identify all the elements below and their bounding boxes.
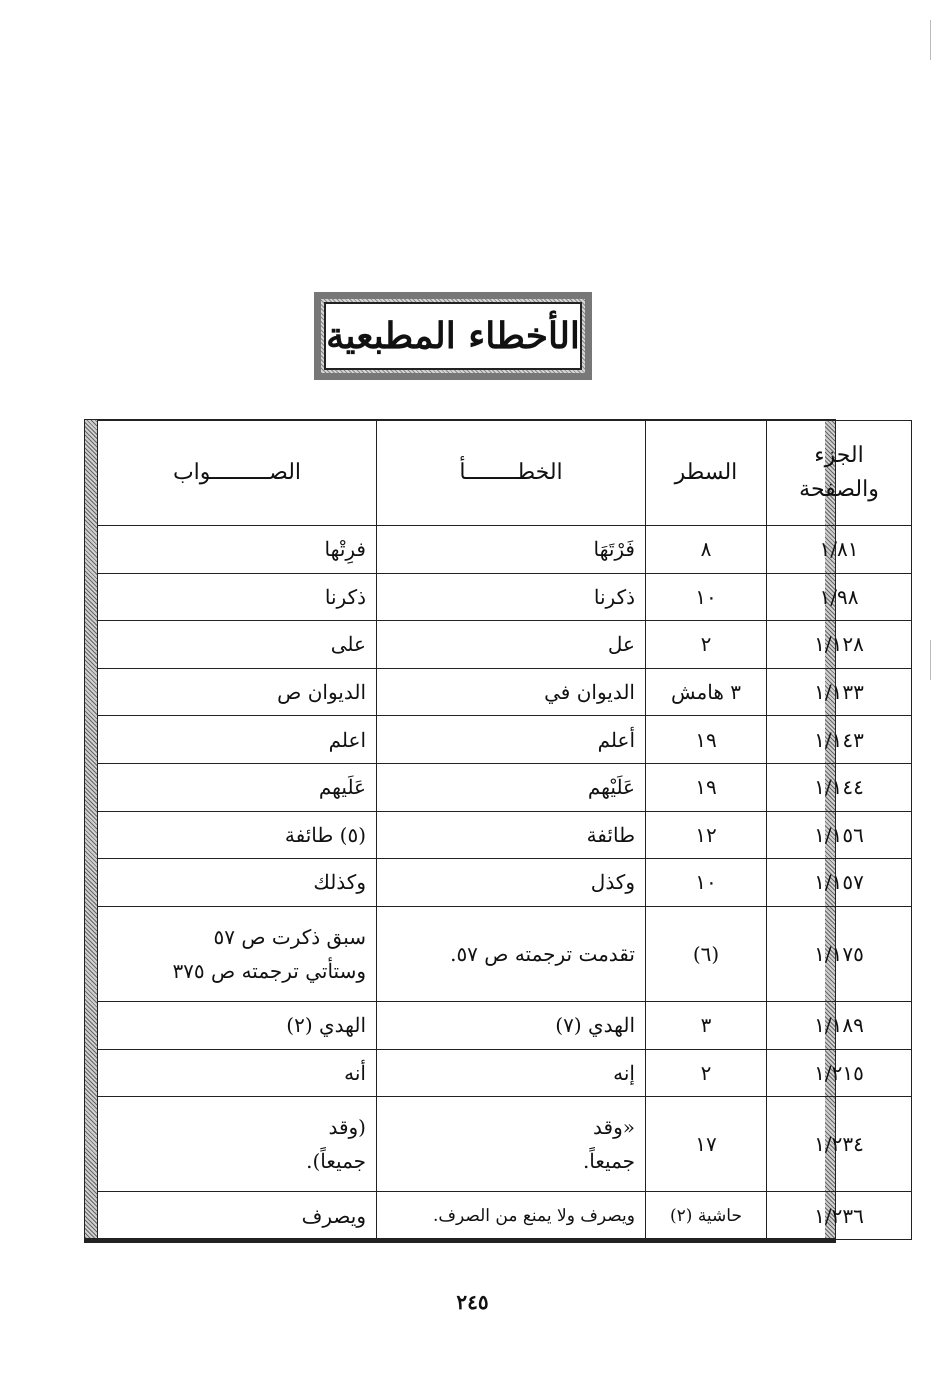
errata-table xyxy=(97,420,912,1240)
errata-table-frame xyxy=(84,419,879,1243)
cell-line: ٨ xyxy=(646,526,767,574)
cell-line: ٢ xyxy=(646,1049,767,1097)
table-row xyxy=(98,621,912,669)
page-title: الأخطاء المطبعية xyxy=(326,315,580,357)
header-error: الخطــــــــأ xyxy=(377,421,646,526)
cell-correct-line1: (وقد xyxy=(328,1115,366,1140)
title-inner-frame xyxy=(324,302,582,370)
cell-line: ٣ xyxy=(646,1001,767,1049)
cell-page: ١/١٧٥ xyxy=(767,906,912,1001)
cell-error: الهدي (٧) xyxy=(377,1001,646,1049)
table-row xyxy=(98,811,912,859)
cell-page: ١/١٣٣ xyxy=(767,668,912,716)
header-correct: الصـــــــــواب xyxy=(98,421,377,526)
cell-correct-line1: سبق ذكرت ص ٥٧ xyxy=(213,924,366,949)
cell-error: عَلَيْهم xyxy=(377,763,646,811)
header-line: السطر xyxy=(646,421,767,526)
cell-page: ١/٢٣٤ xyxy=(767,1097,912,1192)
cell-correct: وكذلك xyxy=(98,859,377,907)
cell-page: ١/٨١ xyxy=(767,526,912,574)
cell-page: ١/١٤٣ xyxy=(767,716,912,764)
cell-correct: (٥) طائفة xyxy=(98,811,377,859)
table-row xyxy=(98,716,912,764)
cell-correct: فرِتْها xyxy=(98,526,377,574)
cell-correct: ويصرف xyxy=(98,1192,377,1240)
cell-error: ويصرف ولا يمنع من الصرف. xyxy=(377,1192,646,1240)
cell-correct-line2: وستأتي ترجمته ص ٣٧٥ xyxy=(172,958,366,983)
cell-line: ١٧ xyxy=(646,1097,767,1192)
cell-page: ١/٢٣٦ xyxy=(767,1192,912,1240)
table-row xyxy=(98,1192,912,1240)
table-left-hatch xyxy=(85,420,97,1242)
cell-correct: عَلَيهم xyxy=(98,763,377,811)
cell-error-line2: جميعاً. xyxy=(582,1149,635,1174)
cell-line: ١٩ xyxy=(646,716,767,764)
cell-correct: الهدي (٢) xyxy=(98,1001,377,1049)
cell-page: ١/١٥٦ xyxy=(767,811,912,859)
cell-correct xyxy=(98,1097,377,1192)
cell-page: ١/١٤٤ xyxy=(767,763,912,811)
table-row xyxy=(98,1097,912,1192)
cell-correct xyxy=(98,906,377,1001)
table-row xyxy=(98,668,912,716)
cell-error: ذكرنا xyxy=(377,573,646,621)
cell-correct: أنه xyxy=(98,1049,377,1097)
cell-page: ١/٢١٥ xyxy=(767,1049,912,1097)
cell-error: طائفة xyxy=(377,811,646,859)
cell-page: ١/١٢٨ xyxy=(767,621,912,669)
cell-error-line1: «وقد xyxy=(593,1115,635,1140)
header-page xyxy=(767,421,912,526)
cell-line: ١٩ xyxy=(646,763,767,811)
table-row xyxy=(98,526,912,574)
table-row xyxy=(98,859,912,907)
header-page-line2: والصفحة xyxy=(799,477,879,502)
cell-line: حاشية (٢) xyxy=(646,1192,767,1240)
cell-page: ١/٩٨ xyxy=(767,573,912,621)
cell-line: ١٢ xyxy=(646,811,767,859)
cell-error: أعلم xyxy=(377,716,646,764)
cell-correct: ذكرنا xyxy=(98,573,377,621)
page-edge-mark xyxy=(930,640,931,680)
cell-error: إنه xyxy=(377,1049,646,1097)
table-row xyxy=(98,1049,912,1097)
table-row xyxy=(98,763,912,811)
page-number: ٢٤٥ xyxy=(456,1290,489,1314)
cell-correct: اعلم xyxy=(98,716,377,764)
cell-correct: على xyxy=(98,621,377,669)
cell-page: ١/١٥٧ xyxy=(767,859,912,907)
cell-correct-line2: جميعاً). xyxy=(306,1149,366,1174)
header-page-line1: الجزء xyxy=(814,443,864,468)
table-row xyxy=(98,906,912,1001)
table-row xyxy=(98,1001,912,1049)
table-row xyxy=(98,573,912,621)
cell-line: (٦) xyxy=(646,906,767,1001)
cell-page: ١/١٨٩ xyxy=(767,1001,912,1049)
cell-line: ٣ هامش xyxy=(646,668,767,716)
cell-correct: الديوان ص xyxy=(98,668,377,716)
cell-line: ١٠ xyxy=(646,859,767,907)
cell-line: ٢ xyxy=(646,621,767,669)
header-row xyxy=(98,421,912,526)
cell-error: وكذل xyxy=(377,859,646,907)
cell-error xyxy=(377,1097,646,1192)
cell-error: الديوان في xyxy=(377,668,646,716)
cell-error: عل xyxy=(377,621,646,669)
cell-error: تقدمت ترجمته ص ٥٧. xyxy=(377,906,646,1001)
cell-error: فَرْتَهَا xyxy=(377,526,646,574)
page-edge-mark xyxy=(930,20,931,60)
cell-line: ١٠ xyxy=(646,573,767,621)
title-frame xyxy=(314,292,592,380)
